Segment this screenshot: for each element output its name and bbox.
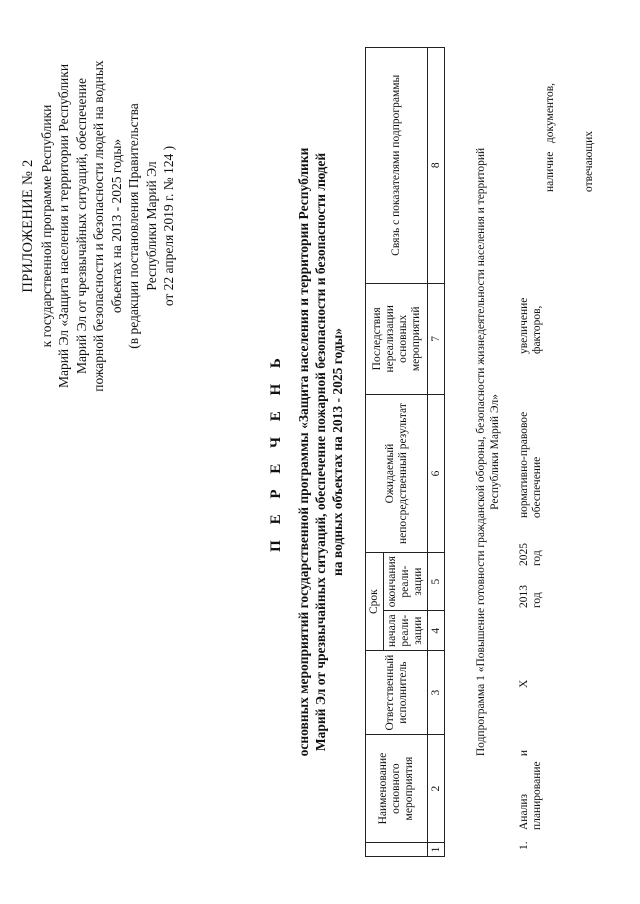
- row-start: [518, 585, 544, 608]
- row-link-line: отвечающих: [583, 130, 595, 192]
- row-link: [518, 83, 622, 192]
- subprogram-title: [474, 52, 502, 852]
- header-consequences: Последствия нереализации основных мероприятий: [366, 283, 428, 394]
- row-end: [518, 543, 544, 566]
- row-end-unit: год: [531, 550, 543, 566]
- row-name-part: и: [518, 750, 530, 757]
- row-consequences-line: увеличение: [518, 297, 530, 354]
- annex-block: [20, 16, 178, 436]
- row-result-line: обеспечение: [531, 456, 543, 518]
- annex-line: Республики Марий Эл: [143, 161, 159, 291]
- heading-line: на водных объектах на 2013 - 2025 годы»: [330, 328, 345, 577]
- column-number: 1: [428, 843, 445, 857]
- heading-line: Марий Эл от чрезвычайных ситуаций, обеспечение пожарной безопасности и безопасности людей: [313, 152, 328, 752]
- row-consequences-line: факторов,: [531, 305, 543, 354]
- row-end-year: 2025: [518, 543, 530, 566]
- annex-line: Марий Эл «Защита населения и территории Республики: [56, 63, 71, 389]
- row-link-line: наличие документов,: [544, 82, 556, 192]
- annex-line: от 22 апреля 2019 г. № 124 ): [161, 145, 176, 307]
- annex-line: объектах на 2013 - 2025 годы»: [108, 138, 124, 314]
- header-index-cell: [366, 843, 428, 857]
- column-number: 3: [428, 651, 445, 735]
- subprogram-line: Республики Марий Эл»: [489, 394, 501, 510]
- row-executor: Х: [518, 679, 530, 688]
- measures-table: [365, 47, 445, 857]
- heading-title: П Е Р Е Ч Е Н Ь: [268, 352, 284, 552]
- column-numbers-row: [428, 48, 445, 857]
- row-start-year: 2013: [518, 585, 530, 608]
- column-number: 5: [428, 553, 445, 611]
- row-name: [518, 750, 544, 830]
- row-name-part: планирование: [531, 761, 543, 830]
- header-name: Наименование основного мероприятия: [366, 735, 428, 843]
- annex-line: к государственной программе Республики: [38, 104, 54, 348]
- annex-title: ПРИЛОЖЕНИЕ № 2: [20, 159, 36, 293]
- header-result: Ожидаемый непосредственный результат: [366, 395, 428, 553]
- column-number: 2: [428, 735, 445, 843]
- subprogram-line: Подпрограмма 1 «Повышение готовности гражданской обороны, безопасности жизнедеятельности населения и территорий: [475, 147, 487, 757]
- column-number: 6: [428, 395, 445, 553]
- row-consequences: [518, 298, 544, 354]
- row-result: [518, 412, 544, 518]
- row-number: 1.: [518, 841, 530, 850]
- header-end: окончания реали- зации: [384, 553, 428, 611]
- column-number: 7: [428, 283, 445, 394]
- table-row: [518, 52, 595, 852]
- column-number: 4: [428, 611, 445, 651]
- header-term: Срок: [366, 553, 384, 651]
- header-executor: Ответственный исполнитель: [366, 651, 428, 735]
- annex-line: пожарной безопасности и безопасности людей на водных: [91, 60, 106, 392]
- column-number: 8: [428, 48, 445, 284]
- row-result-line: нормативно-правовое: [518, 411, 530, 518]
- annex-line: (в редакции постановления Правительства: [126, 103, 141, 349]
- header-link: Связь с показателями подпрограммы: [366, 48, 428, 284]
- document-heading: [268, 60, 346, 844]
- heading-line: основных мероприятий государственной программы «Защита населения и территории Республики: [296, 147, 311, 757]
- row-start-unit: год: [531, 592, 543, 608]
- row-name-part: Анализ: [518, 793, 530, 830]
- annex-line: Марий Эл от чрезвычайных ситуаций, обеспечение: [73, 78, 89, 374]
- header-start: начала реали- зации: [384, 611, 428, 651]
